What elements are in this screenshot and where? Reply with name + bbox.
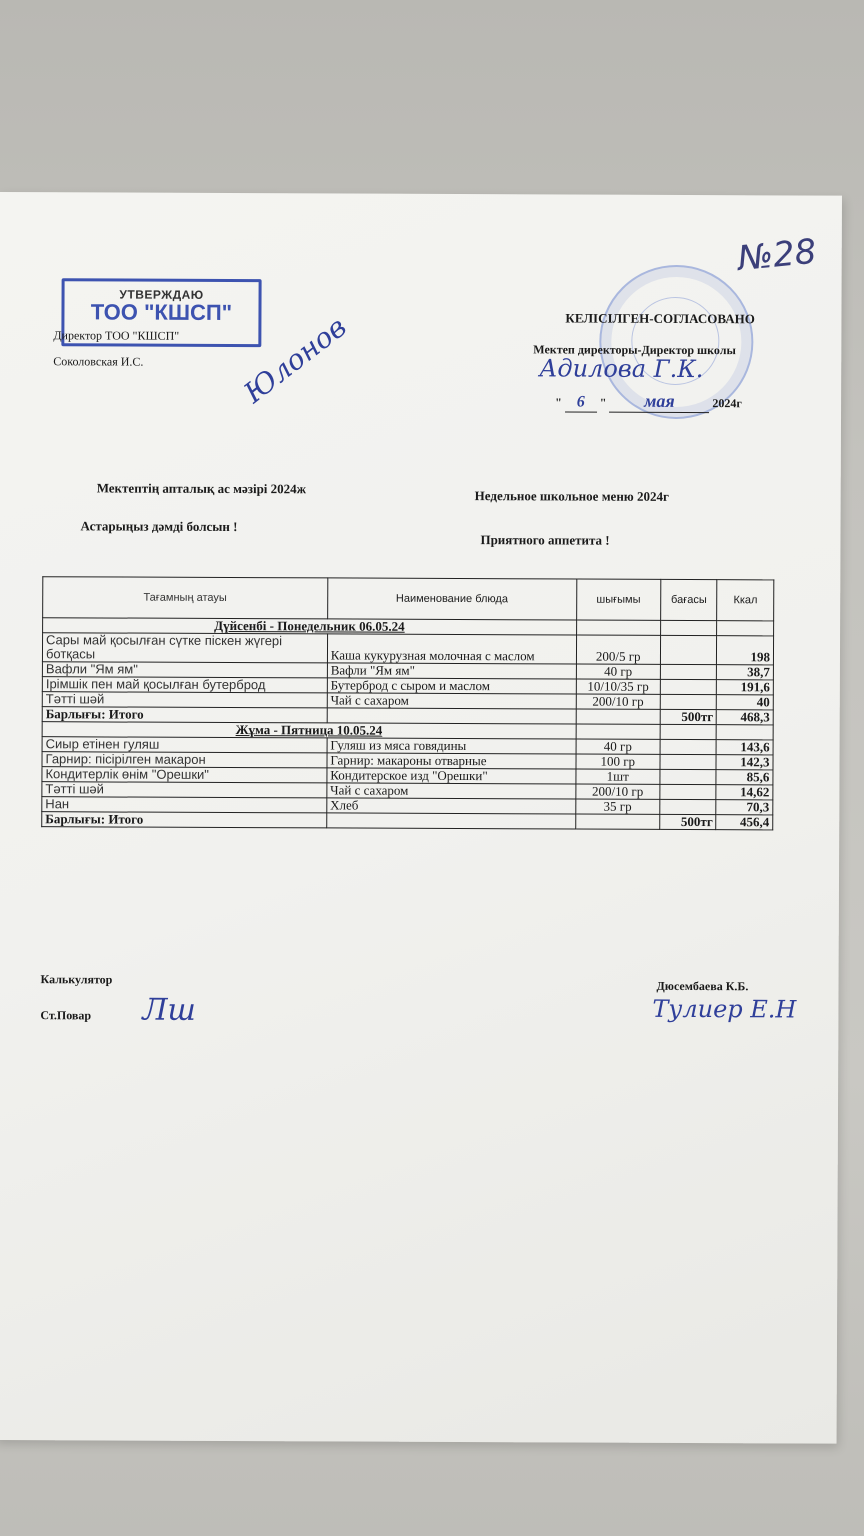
total-kcal: 468,3 bbox=[717, 710, 774, 725]
dish-kcal: 38,7 bbox=[717, 665, 774, 680]
ru-wish: Приятного аппетита ! bbox=[480, 532, 610, 548]
calc-name: Дюсембаева К.Б. bbox=[656, 978, 749, 994]
dish-price bbox=[660, 784, 717, 799]
dish-kcal: 143,6 bbox=[717, 740, 774, 755]
header-price: бағасы bbox=[660, 579, 717, 620]
dish-price bbox=[660, 664, 717, 679]
dish-kcal: 191,6 bbox=[717, 680, 774, 695]
total-price: 500тг bbox=[660, 814, 717, 829]
dish-ru: Кондитерское изд "Орешки" bbox=[327, 768, 576, 784]
total-empty-cell bbox=[575, 814, 659, 829]
dish-ru: Бутерброд с сыром и маслом bbox=[327, 678, 576, 694]
dish-output: 200/10 гр bbox=[576, 694, 660, 709]
dish-price bbox=[660, 769, 717, 784]
dish-kz: Гарнир: пісірілген макарон bbox=[42, 752, 327, 768]
dish-price bbox=[660, 679, 717, 694]
day-title: Дүйсенбі - Понедельник 06.05.24 bbox=[43, 618, 577, 635]
dish-ru: Каша кукурузная молочная с маслом bbox=[327, 634, 576, 664]
day-empty-cell bbox=[576, 620, 660, 635]
dish-price bbox=[660, 635, 717, 664]
kz-wish: Астарыңыз дәмді болсын ! bbox=[80, 518, 238, 535]
agreed-date-quote-close: " bbox=[599, 395, 607, 410]
agreed-date-year: 2024г bbox=[712, 396, 742, 411]
dish-kcal: 70,3 bbox=[716, 800, 773, 815]
agreed-date-month: мая bbox=[609, 391, 709, 413]
dish-kz: Кондитерлік өнім "Орешки" bbox=[42, 767, 327, 783]
approve-name: Соколовская И.С. bbox=[53, 354, 144, 369]
agreed-signature: Адилова Г.К. bbox=[539, 354, 704, 384]
dish-output: 40 гр bbox=[576, 739, 660, 754]
dish-kcal: 85,6 bbox=[716, 770, 773, 785]
dish-price bbox=[660, 739, 717, 754]
dish-output: 40 гр bbox=[576, 664, 660, 679]
dish-price bbox=[660, 694, 717, 709]
agreed-date bbox=[555, 390, 785, 413]
approve-position: Директор ТОО "КШСП" bbox=[53, 328, 180, 343]
dish-output: 100 гр bbox=[576, 754, 660, 769]
approve-stamp-title: УТВЕРЖДАЮ bbox=[119, 287, 204, 302]
day-empty-cell bbox=[576, 724, 660, 739]
dish-ru: Хлеб bbox=[327, 798, 576, 814]
dish-output: 200/10 гр bbox=[575, 784, 659, 799]
agreed-title: КЕЛІСІЛГЕН-СОГЛАСОВАНО bbox=[565, 310, 755, 327]
day-title: Жұма - Пятница 10.05.24 bbox=[42, 722, 576, 739]
header-output: шығымы bbox=[576, 579, 660, 620]
kz-menu-title: Мектептің апталық ас мәзірі 2024ж bbox=[96, 480, 307, 497]
dish-kz: Нан bbox=[42, 797, 327, 813]
table-header-row bbox=[43, 577, 774, 621]
total-empty-cell bbox=[576, 709, 660, 724]
ru-menu-title: Недельное школьное меню 2024г bbox=[474, 488, 669, 504]
dish-output: 10/10/35 гр bbox=[576, 679, 660, 694]
dish-kz: Ірімшік пен май қосылған бутерброд bbox=[42, 677, 327, 693]
cook-signature: Лш bbox=[142, 992, 196, 1028]
dish-ru: Вафли "Ям ям" bbox=[327, 663, 576, 679]
cook-label: Ст.Повар bbox=[40, 1008, 92, 1023]
dish-kz: Сиыр етінен гуляш bbox=[42, 737, 327, 753]
header-ru-name: Наименование блюда bbox=[327, 578, 576, 620]
dish-kcal: 198 bbox=[717, 636, 774, 665]
approve-stamp-org: ТОО "КШСП" bbox=[90, 299, 233, 326]
calc-signature: Тулиер Е.Н bbox=[652, 994, 797, 1024]
day-empty-cell bbox=[660, 620, 717, 635]
total-label: Барлығы: Итого bbox=[42, 812, 327, 828]
dish-output: 1шт bbox=[576, 769, 660, 784]
total-kcal: 456,4 bbox=[716, 815, 773, 830]
dish-price bbox=[660, 799, 717, 814]
header-kcal: Ккал bbox=[717, 580, 774, 621]
dish-output: 35 гр bbox=[575, 799, 659, 814]
dish-ru: Гуляш из мяса говядины bbox=[327, 738, 576, 754]
agreed-date-day: 6 bbox=[565, 393, 597, 412]
dish-kcal: 40 bbox=[717, 695, 774, 710]
dish-ru: Чай с сахаром bbox=[327, 693, 576, 709]
day-empty-cell bbox=[717, 621, 774, 636]
total-empty-cell bbox=[327, 708, 576, 724]
total-empty-cell bbox=[327, 813, 576, 829]
menu-table bbox=[41, 576, 774, 830]
dish-kz: Вафли "Ям ям" bbox=[42, 662, 327, 678]
dish-kcal: 142,3 bbox=[716, 755, 773, 770]
dish-kz: Тәтті шәй bbox=[42, 692, 327, 708]
total-row bbox=[42, 812, 773, 830]
total-label: Барлығы: Итого bbox=[42, 707, 327, 723]
calc-label: Калькулятор bbox=[40, 972, 113, 987]
dish-output: 200/5 гр bbox=[576, 635, 660, 664]
dish-kz: Тәтті шәй bbox=[42, 782, 327, 798]
day-empty-cell bbox=[717, 725, 774, 740]
approve-signature: Юлонов bbox=[237, 310, 353, 410]
dish-ru: Чай с сахаром bbox=[327, 783, 576, 799]
dish-price bbox=[660, 754, 717, 769]
day-empty-cell bbox=[660, 724, 717, 739]
dish-ru: Гарнир: макароны отварные bbox=[327, 753, 576, 769]
header-kz-name: Тағамның атауы bbox=[43, 577, 328, 619]
dish-kcal: 14,62 bbox=[716, 785, 773, 800]
menu-sheet bbox=[0, 192, 842, 1444]
agreed-position: Мектеп директоры-Директор школы bbox=[533, 342, 736, 358]
dish-kz: Сары май қосылған сүтке піскен жүгері ботқасы bbox=[42, 633, 327, 663]
total-price: 500тг bbox=[660, 709, 717, 724]
agreed-date-quote-open: " bbox=[555, 395, 562, 410]
document-number-handwritten: №28 bbox=[735, 231, 819, 280]
table-row bbox=[42, 633, 773, 665]
